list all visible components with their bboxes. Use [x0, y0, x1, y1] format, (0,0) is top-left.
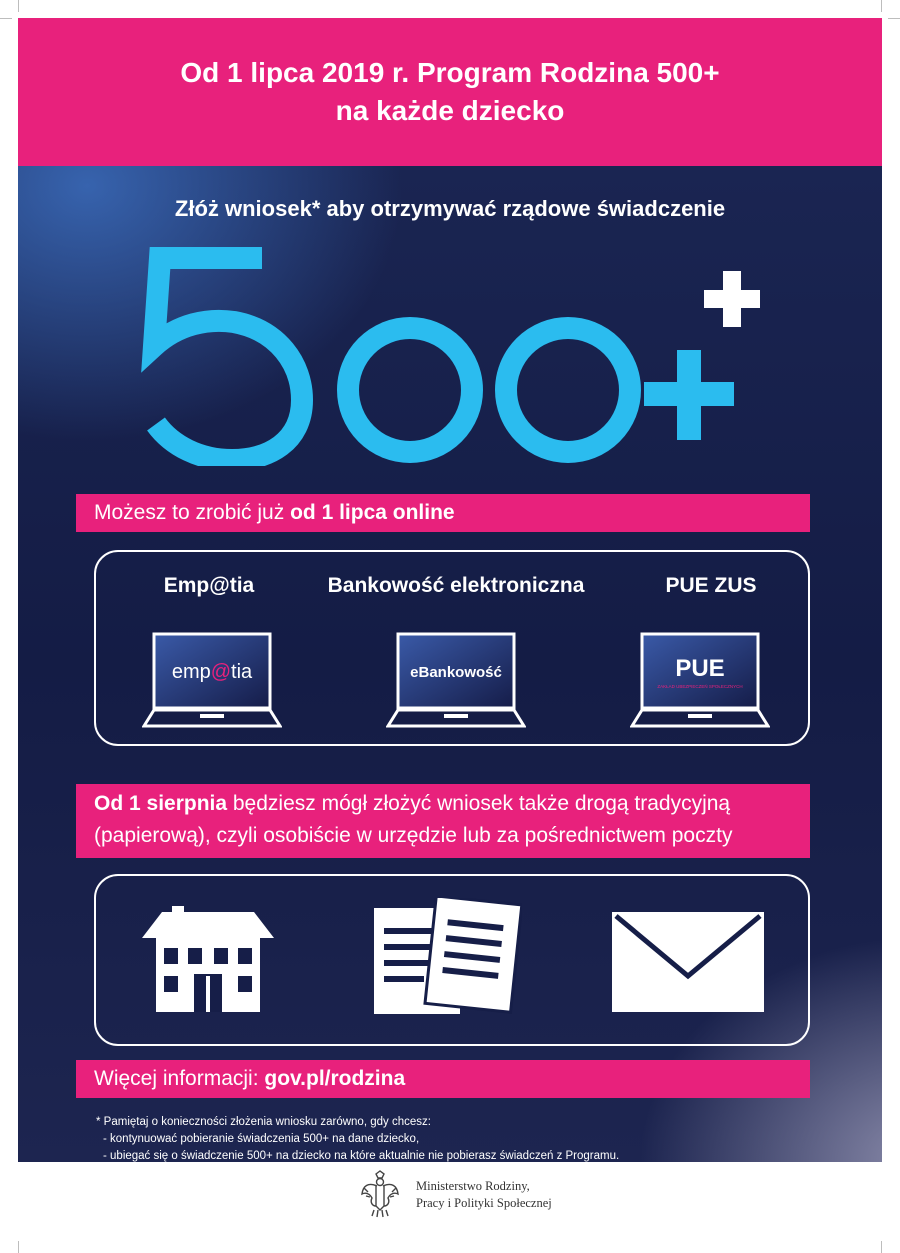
option-title-empatia: Emp@tia	[163, 574, 255, 597]
svg-text:emp@tia	[172, 661, 253, 683]
subtitle: Złóż wniosek* aby otrzymywać rządowe świadczenie	[174, 196, 726, 221]
traditional-info-line1	[94, 788, 810, 820]
envelope-icon	[612, 912, 764, 1012]
logo-500-plus-icon	[138, 246, 778, 466]
traditional-options-box	[94, 874, 810, 1046]
footnote-line2: - kontynuować pobieranie świadczenia 500+ na dane dziecko,	[103, 1133, 420, 1145]
crop-mark-bottom-right	[881, 1241, 882, 1253]
traditional-info-line2: (papierową), czyli osobiście w urzędzie lub za pośrednictwem poczty	[94, 824, 733, 847]
ministry-name-line2: Pracy i Polityki Społecznej	[416, 1196, 552, 1210]
option-title-pue-zus: PUE ZUS	[665, 574, 757, 597]
empatia-screen-text-b: tia	[231, 661, 253, 683]
eagle-emblem-icon	[360, 1170, 400, 1218]
header-title-line1: Od 1 lipca 2019 r. Program Rodzina 500+	[180, 57, 720, 88]
more-info-prefix: Więcej informacji:	[94, 1067, 265, 1090]
crop-mark-top-right	[881, 0, 882, 12]
online-info-bold: od 1 lipca online	[290, 501, 455, 524]
online-info-prefix: Możesz to zrobić już	[94, 501, 291, 524]
empatia-screen-text-a: emp	[171, 661, 211, 683]
crop-mark-top-left	[18, 0, 19, 12]
main-panel	[18, 166, 882, 1162]
laptop-icon	[630, 632, 770, 732]
building-icon	[142, 906, 274, 1012]
footnote-line3: - ubiegać się o świadczenie 500+ na dziecko na które aktualnie nie pobierasz świadczeń z Programu.	[103, 1150, 620, 1162]
online-options-box	[94, 550, 810, 746]
traditional-info-rest: będziesz mógł złożyć wniosek także drogą tradycyjną	[227, 792, 731, 815]
traditional-info-bold: Od 1 sierpnia	[94, 792, 228, 815]
more-info-link[interactable]: gov.pl/rodzina	[264, 1067, 406, 1090]
ministry-logo	[360, 1170, 660, 1222]
documents-icon	[372, 898, 522, 1018]
more-info-bar	[76, 1060, 810, 1098]
pue-screen-subtext: ZAKŁAD UBEZPIECZEŃ SPOŁECZNYCH	[657, 684, 743, 689]
footnote	[96, 1114, 619, 1162]
footnote-line1: * Pamiętaj o konieczności złożenia wniosku zarówno, gdy chcesz:	[96, 1116, 431, 1128]
ebanking-screen-text: eBankowość	[410, 664, 502, 681]
poster	[18, 18, 882, 1162]
ministry-name	[416, 1178, 552, 1212]
crop-mark-right	[888, 18, 900, 19]
header-banner	[18, 18, 882, 166]
laptop-icon	[142, 632, 282, 732]
online-info-bar	[76, 494, 810, 532]
crop-mark-left	[0, 18, 12, 19]
header-title-line2: na każde dziecko	[335, 95, 565, 126]
option-title-ebanking: Bankowość elektroniczna	[327, 574, 585, 597]
ministry-name-line1: Ministerstwo Rodziny,	[416, 1179, 530, 1193]
crop-mark-bottom-left	[18, 1241, 19, 1253]
empatia-screen-text-at: @	[210, 661, 232, 683]
pue-screen-text: PUE	[675, 655, 725, 682]
traditional-info-bar	[76, 784, 810, 858]
laptop-icon	[386, 632, 526, 732]
